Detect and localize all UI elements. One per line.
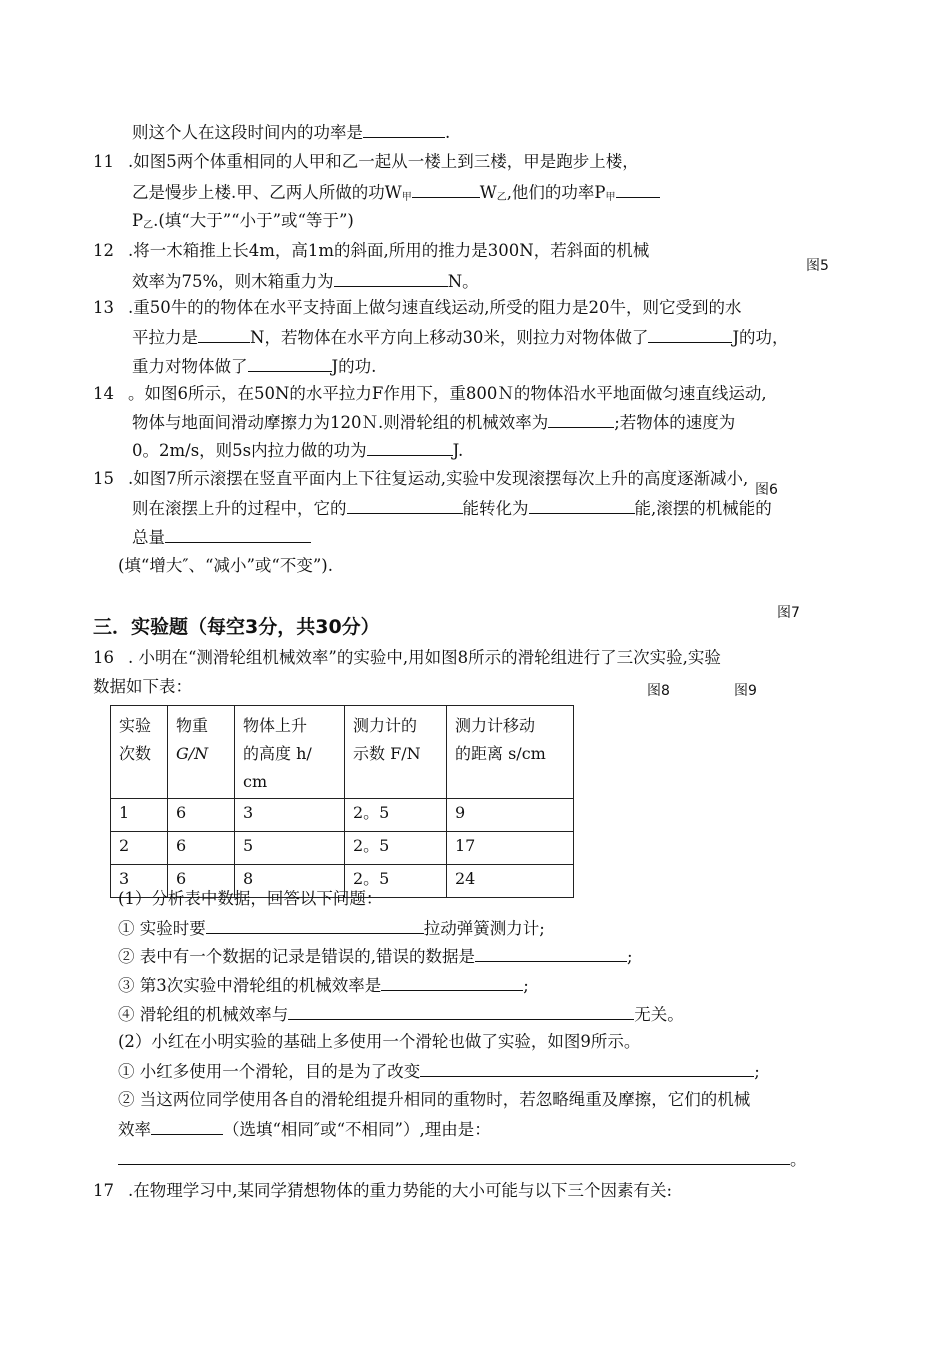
section-heading: 三．实验题（每空3分，共30分） — [93, 616, 380, 638]
q16-line2: 数据如下表： — [93, 677, 192, 696]
q15-line3: 总量 — [132, 526, 311, 549]
answer-blank[interactable] — [412, 181, 480, 198]
question-number: 16 — [93, 648, 114, 667]
answer-blank[interactable] — [118, 1148, 790, 1165]
answer-blank[interactable] — [363, 121, 445, 138]
q15-line1: .如图7所示滚摆在竖直平面内上下往复运动,实验中发现滚摆每次上升的高度逐渐减小, — [128, 469, 749, 488]
answer-blank[interactable] — [334, 270, 448, 287]
q11-line2: 乙是慢步上楼.甲、乙两人所做的功$W_甲$ $W_乙$,他们的功率$P_甲$ — [132, 181, 660, 209]
figure-7-label: 图7 — [777, 605, 800, 621]
header-cell: 测力计移动 的距离 s/cm — [447, 706, 574, 799]
q13-line3: 重力对物体做了 J的功. — [132, 357, 377, 376]
answer-blank[interactable] — [288, 1003, 634, 1020]
answer-blank[interactable] — [151, 1118, 223, 1135]
q16-a2: ② 表中有一个数据的记录是错误的,错误的数据是 ; — [118, 947, 633, 966]
q10-line: 则这个人在这段时间内的功率是 . — [132, 123, 451, 142]
answer-blank[interactable] — [165, 526, 311, 543]
q11-line1: .如图5两个体重相同的人甲和乙一起从一楼上到三楼，甲是跑步上楼， — [128, 152, 639, 171]
question-number: 12 — [93, 241, 114, 260]
q16-b1: ① 小红多使用一个滑轮，目的是为了改变 ; — [118, 1062, 760, 1081]
q16-b2-line1: ② 当这两位同学使用各自的滑轮组提升相同的重物时，若忽略绳重及摩擦，它们的机械 — [118, 1090, 751, 1109]
figure-9-label: 图9 — [734, 683, 757, 699]
table-row: 2 6 5 2。5 17 — [111, 832, 574, 865]
q16-b2-line2: 效率 （选填“相同″或“不相同”）,理由是： — [118, 1120, 491, 1139]
figure-8-label: 图8 — [647, 683, 670, 699]
q13-line2: 平拉力是 N，若物体在水平方向上移动30米，则拉力对物体做了 J的功， — [132, 328, 789, 347]
q14-line1: 。如图6所示，在50N的水平拉力F作用下，重800Ｎ的物体沿水平地面做匀速直线运动, — [128, 384, 767, 403]
data-table — [110, 705, 574, 898]
header-cell: 物重 G/N — [168, 706, 235, 799]
q15-line4: (填“增大″、“减小”或“不变”). — [118, 556, 333, 575]
q11-line3: $P_乙$.(填“大于”“小于”或“等于”) — [132, 211, 354, 231]
answer-blank[interactable] — [381, 974, 523, 991]
answer-blank[interactable] — [367, 439, 453, 456]
figure-5-label: 图5 — [806, 258, 829, 274]
table-row: 1 6 3 2。5 9 — [111, 799, 574, 832]
answer-blank[interactable] — [198, 326, 250, 343]
answer-blank[interactable] — [248, 355, 332, 372]
question-number: 14 — [93, 384, 114, 403]
answer-blank[interactable] — [206, 917, 424, 934]
q15-line2: 则在滚摆上升的过程中，它的 能转化为 能,滚摆的机械能的 — [132, 499, 772, 518]
q16-a4: ④ 滑轮组的机械效率与 无关。 — [118, 1005, 684, 1024]
answer-blank[interactable] — [548, 411, 614, 428]
figure-6-label: 图6 — [755, 482, 778, 498]
header-cell: 物体上升 的高度 h/ cm — [235, 706, 345, 799]
q16-part1: (1）分析表中数据，回答以下问题： — [118, 889, 383, 908]
q12-line2: 效率为75%，则木箱重力为 N。 — [132, 272, 479, 291]
table-header-row — [111, 706, 574, 799]
answer-blank[interactable] — [648, 326, 732, 343]
question-number: 15 — [93, 469, 114, 488]
q16-a3: ③ 第3次实验中滑轮组的机械效率是 ; — [118, 976, 529, 995]
q17-line1: .在物理学习中,某同学猜想物体的重力势能的大小可能与以下三个因素有关: — [128, 1181, 673, 1200]
answer-blank[interactable] — [420, 1060, 754, 1077]
q16-part2: (2）小红在小明实验的基础上多使用一个滑轮也做了实验，如图9所示。 — [118, 1032, 641, 1051]
q13-line1: .重50牛的的物体在水平支持面上做匀速直线运动,所受的阻力是20牛，则它受到的水 — [128, 298, 742, 317]
answer-blank[interactable] — [529, 497, 635, 514]
answer-blank[interactable] — [616, 181, 660, 198]
q16-line1: . 小明在“测滑轮组机械效率”的实验中,用如图8所示的滑轮组进行了三次实验,实验 — [128, 648, 721, 667]
q16-b3: 。 — [118, 1148, 807, 1171]
question-number: 11 — [93, 152, 114, 171]
header-cell: 实验 次数 — [111, 706, 168, 799]
q16-a1: ① 实验时要 拉动弹簧测力计; — [118, 919, 545, 938]
question-number: 13 — [93, 298, 114, 317]
question-number: 17 — [93, 1181, 114, 1200]
q12-line1: .将一木箱推上长4m，高1m的斜面,所用的推力是300N，若斜面的机械 — [128, 241, 650, 260]
answer-blank[interactable] — [475, 945, 627, 962]
table-row: 3 6 8 2。5 24 — [111, 865, 574, 898]
header-cell: 测力计的 示数 F/N — [345, 706, 447, 799]
answer-blank[interactable] — [347, 497, 463, 514]
q14-line3: 0。2m/s，则5s内拉力做的功为 J. — [132, 441, 464, 460]
q14-line2: 物体与地面间滑动摩擦力为120Ｎ.则滑轮组的机械效率为 ;若物体的速度为 — [132, 413, 736, 432]
